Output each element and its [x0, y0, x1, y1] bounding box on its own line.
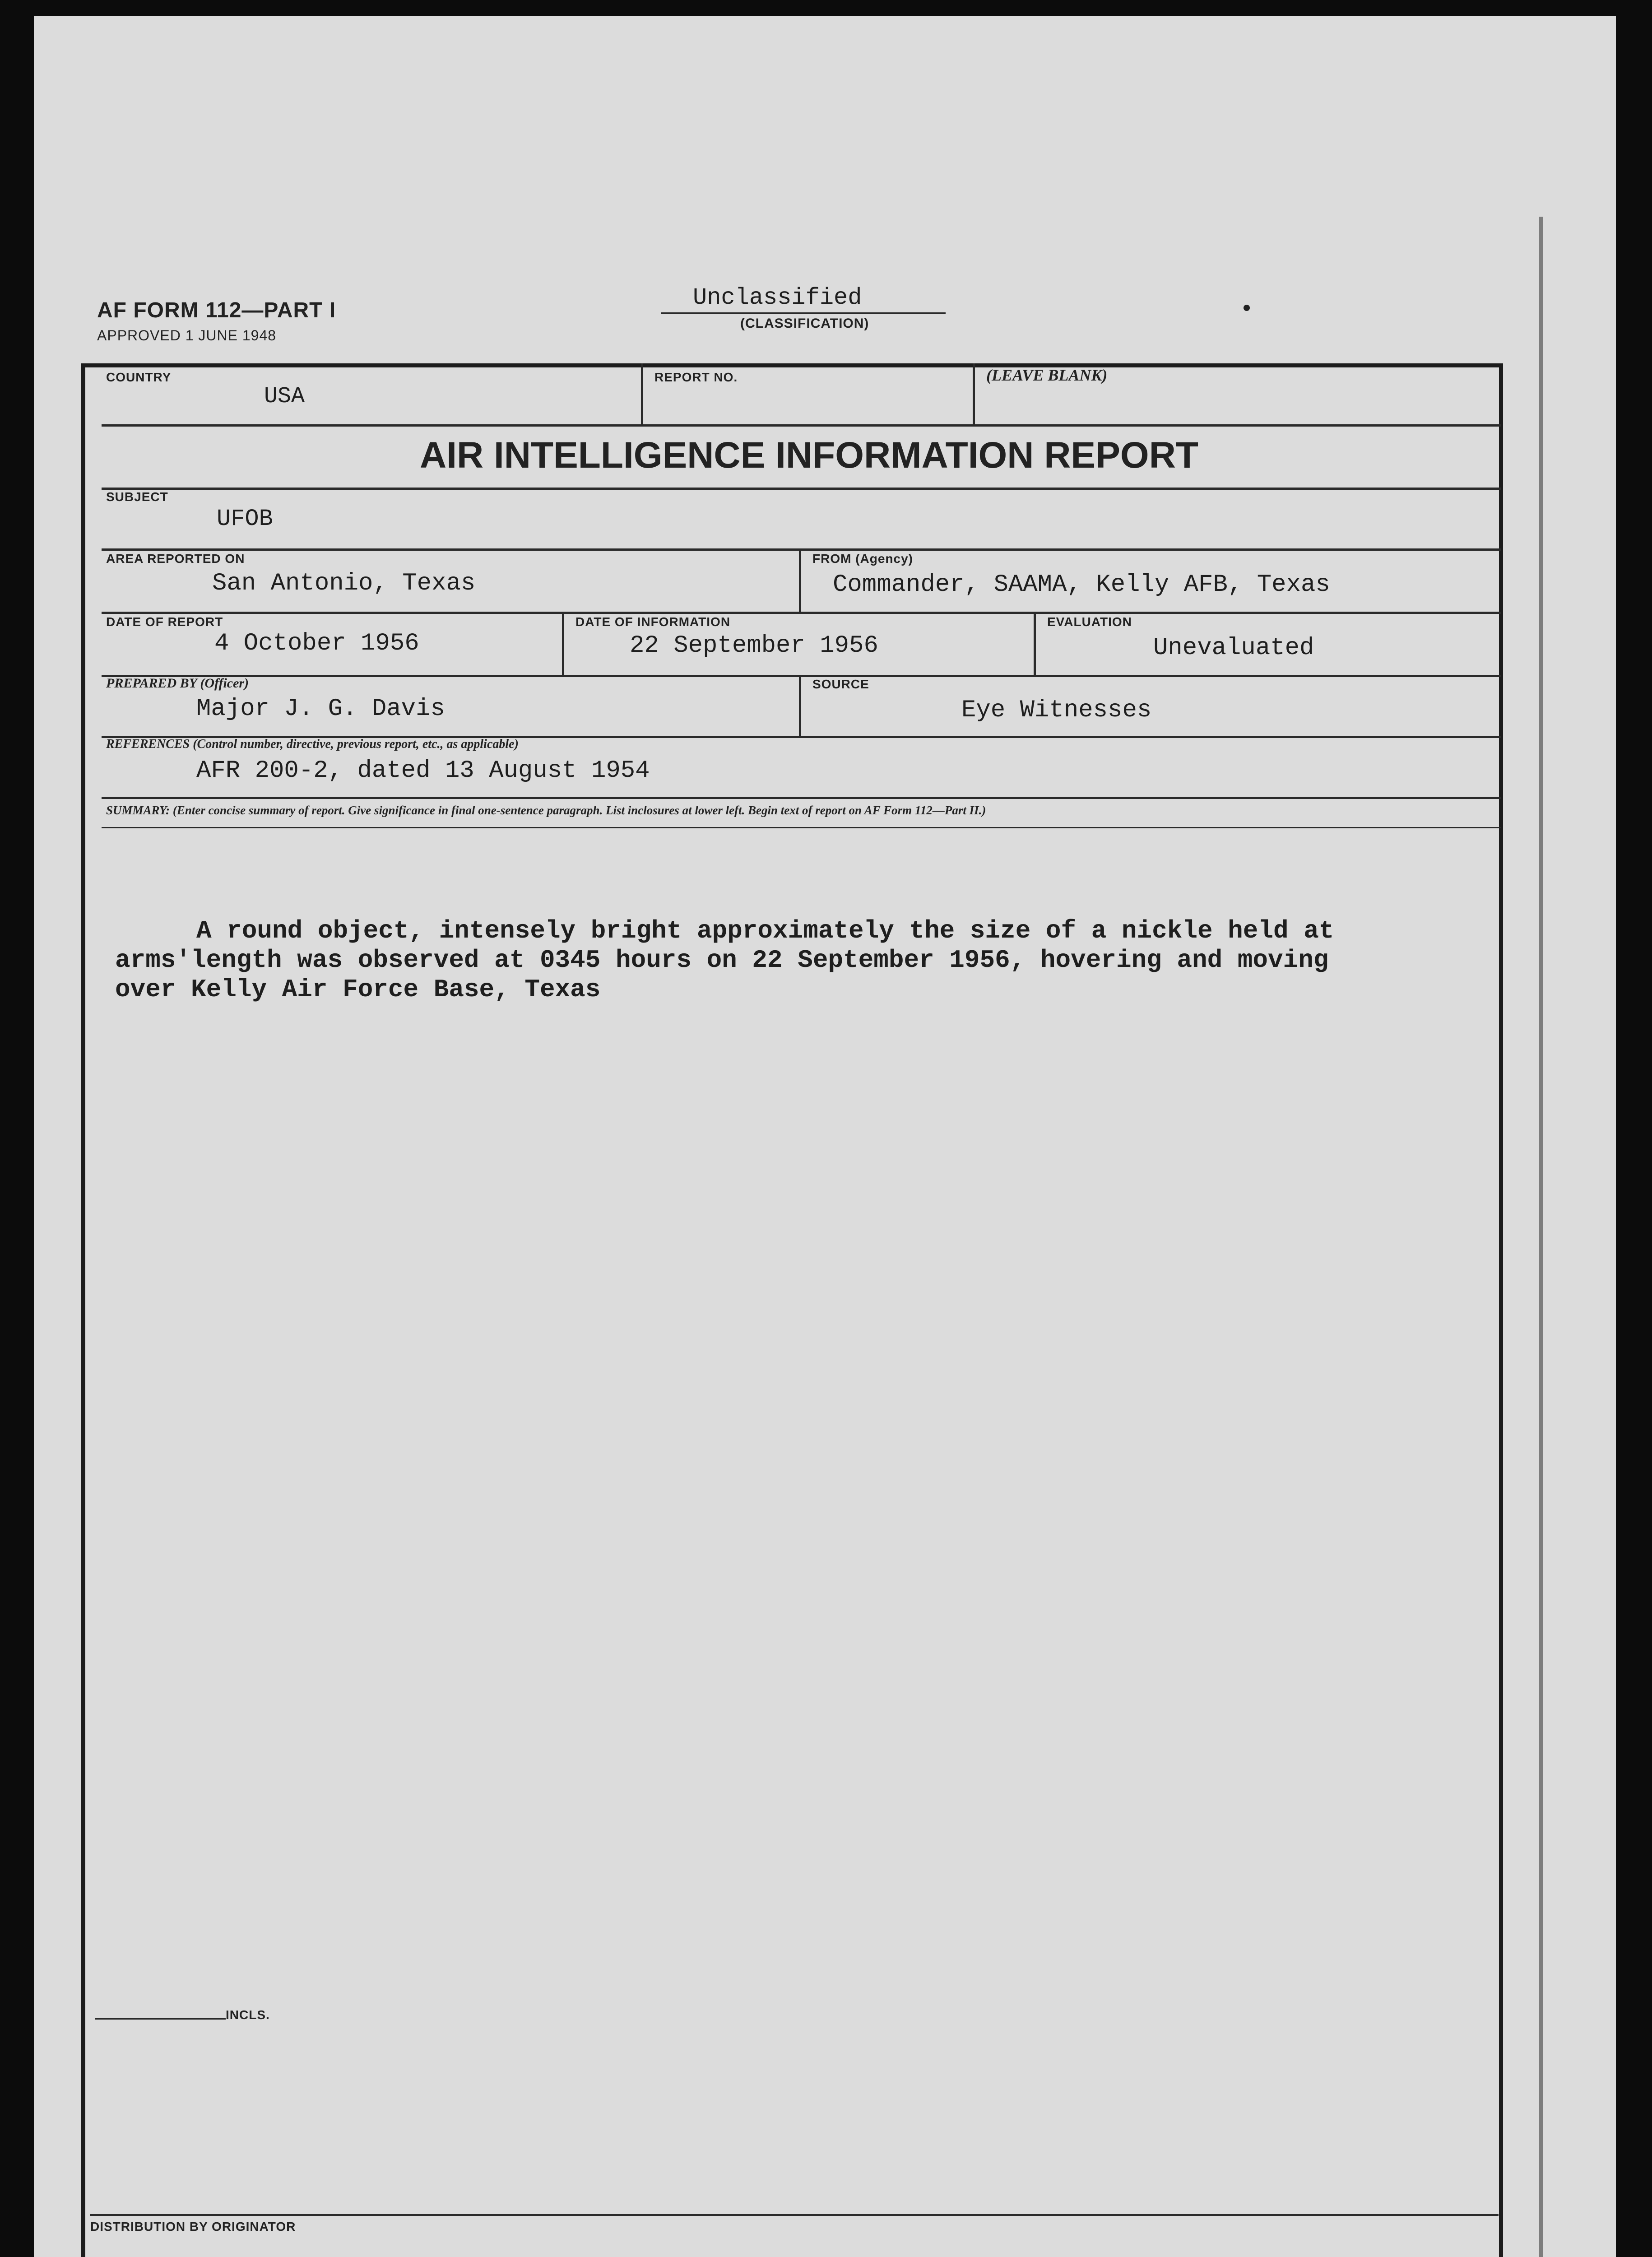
report-no-label: REPORT NO. — [654, 370, 738, 384]
summary-line-2: arms'length was observed at 0345 hours on 22 September 1956, hovering and moving — [115, 946, 1329, 975]
prepared-by-value: Major J. G. Davis — [196, 695, 445, 723]
date-of-information-value: 22 September 1956 — [630, 632, 878, 659]
classification-top: Unclassified — [693, 284, 862, 311]
incls-label: INCLS. — [226, 2008, 270, 2022]
classification-top-rule — [661, 312, 946, 314]
report-title: AIR INTELLIGENCE INFORMATION REPORT — [420, 435, 1199, 476]
summary-label: SUMMARY: (Enter concise summary of report. Give significance in final one-sentence paragraph. List inclosures at lower left. Begin text of report on AF Form 112—Part II.) — [106, 803, 986, 817]
page-edge — [1539, 217, 1543, 2257]
references-value: AFR 200-2, dated 13 August 1954 — [196, 757, 650, 785]
summary-line-3: over Kelly Air Force Base, Texas — [115, 975, 601, 1004]
summary-line-1: A round object, intensely bright approximately the size of a nickle held at — [196, 916, 1334, 945]
from-label: FROM (Agency) — [812, 552, 913, 566]
evaluation-label: EVALUATION — [1047, 615, 1132, 629]
source-value: Eye Witnesses — [961, 697, 1152, 724]
date-of-report-value: 4 October 1956 — [214, 630, 419, 657]
subject-label: SUBJECT — [106, 490, 168, 504]
dot-mark — [1244, 305, 1250, 311]
country-label: COUNTRY — [106, 370, 172, 384]
subject-value: UFOB — [217, 506, 273, 532]
leave-blank-label: (LEAVE BLANK) — [986, 366, 1108, 384]
distribution-label: DISTRIBUTION BY ORIGINATOR — [90, 2220, 296, 2234]
approved-date: APPROVED 1 JUNE 1948 — [97, 327, 277, 344]
area-value: San Antonio, Texas — [212, 570, 476, 597]
source-label: SOURCE — [812, 677, 869, 691]
incls-rule — [95, 2018, 226, 2020]
evaluation-value: Unevaluated — [1153, 634, 1314, 662]
country-value: USA — [264, 384, 305, 409]
prepared-by-label: PREPARED BY (Officer) — [106, 676, 249, 691]
classification-top-label: (CLASSIFICATION) — [740, 316, 869, 331]
references-label: REFERENCES (Control number, directive, previous report, etc., as applicable) — [106, 737, 519, 751]
date-of-information-label: DATE OF INFORMATION — [575, 615, 731, 629]
date-of-report-label: DATE OF REPORT — [106, 615, 223, 629]
from-value: Commander, SAAMA, Kelly AFB, Texas — [833, 571, 1330, 599]
area-label: AREA REPORTED ON — [106, 552, 245, 566]
form-id: AF FORM 112—PART I — [97, 298, 336, 322]
